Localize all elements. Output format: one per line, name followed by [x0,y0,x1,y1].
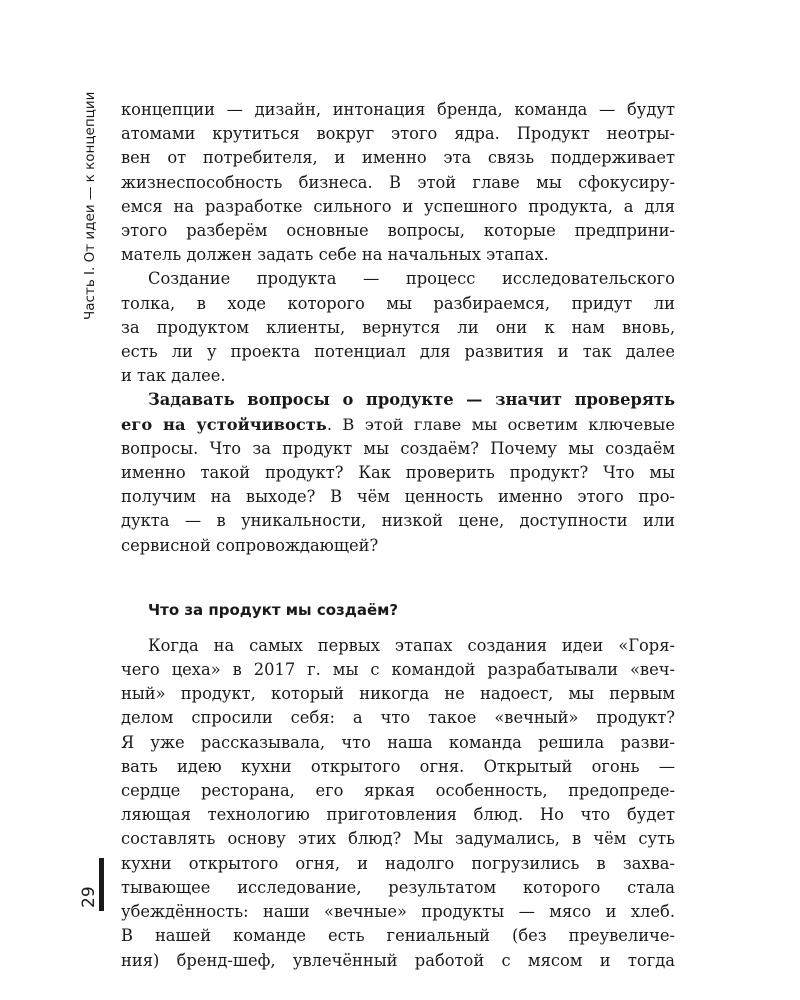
running-head-text: Часть I. От идеи — к концепции [82,91,98,320]
text-line: делом спросили себя: а что такое «вечный» продукт? [121,708,675,728]
text-line: за продуктом клиенты, вернутся ли они к нам вновь, [121,317,675,337]
text-line: матель должен задать себе на начальных этапах. [121,245,549,265]
text-line: ляющая технологию приготовления блюд. Но что будет [121,805,675,825]
text-line: ния) бренд-шеф, увлечённый работой с мясом и тогда [121,950,675,970]
text-line: и так далее. [121,366,226,386]
paragraph-2 [121,267,675,388]
page-number: 29 [79,886,99,908]
text-line: кухни открытого огня, и надолго погрузились в захва- [121,853,675,873]
text-run: . В этой главе мы осветим ключевые [326,414,675,434]
text-line: тывающее исследование, результатом которого стала [121,877,675,897]
paragraph-1 [121,98,675,267]
text-line [121,413,675,437]
text-line: сервисной сопровождающей? [121,535,379,555]
text-line: Я уже рассказывала, что наша команда решила разви- [121,732,675,752]
text-line: атомами крутиться вокруг этого ядра. Продукт неотры- [121,124,675,144]
text-line: В нашей команде есть гениальный (без преувеличе- [121,926,675,946]
paragraph-4 [121,634,675,973]
text-line: дукта — в уникальности, низкой цене, доступности или [121,511,675,531]
text-line: составлять основу этих блюд? Мы задумались, в чём суть [121,829,675,849]
text-line: емся на разработке сильного и успешного продукта, а для [121,196,675,216]
text-line: Создание продукта — процесс исследовательского [148,269,675,289]
text-line: сердце ресторана, его яркая особенность, предопреде- [121,781,675,801]
text-line: ный» продукт, который никогда не надоест, мы первым [121,684,675,704]
text-line: чего цеха» в 2017 г. мы с командой разрабатывали «веч- [121,660,675,680]
text-line: вопросы. Что за продукт мы создаём? Почему мы создаём [121,438,675,458]
section-heading: Что за продукт мы создаём? [148,600,399,619]
text-line: концепции — дизайн, интонация бренда, команда — будут [121,100,675,119]
text-line: вать идею кухни открытого огня. Открытый огонь — [121,756,675,776]
text-line: толка, в ходе которого мы разбираемся, придут ли [121,293,675,313]
folio-bar [99,858,104,911]
text-line [121,388,675,412]
text-line: этого разберём основные вопросы, которые предприни- [121,221,675,241]
emphasis-text: его на устойчивость [121,414,327,434]
paragraph-3 [121,388,675,557]
text-line: убеждённость: наши «вечные» продукты — мясо и хлеб. [121,902,675,922]
text-line: получим на выходе? В чём ценность именно этого про- [121,487,675,507]
emphasis-text: Задавать вопросы о продукте — значит проверять [148,390,675,410]
running-head [79,91,99,320]
text-line: есть ли у проекта потенциал для развития и так далее [121,342,675,362]
text-line: Когда на самых первых этапах создания идеи «Горя- [148,635,675,655]
text-line: жизнеспособность бизнеса. В этой главе мы сфокусиру- [121,172,675,192]
text-line: именно такой продукт? Как проверить продукт? Что мы [121,463,675,483]
body-text [121,98,675,973]
text-line: вен от потребителя, и именно эта связь поддерживает [121,148,675,168]
